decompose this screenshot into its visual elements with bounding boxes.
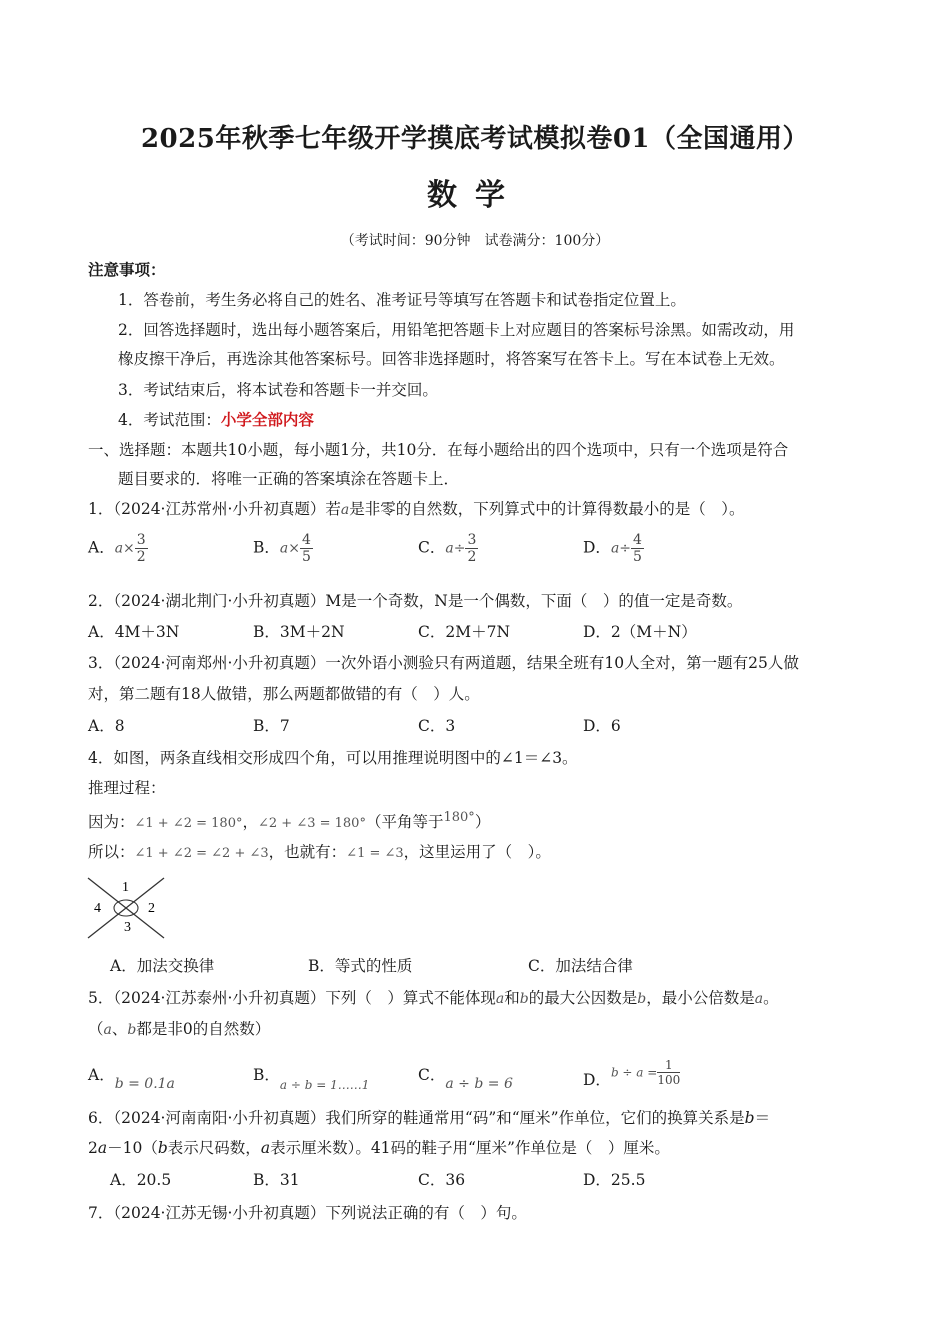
question-6-line1: 6．（2024·河南南阳·小升初真题）我们所穿的鞋通常用“码”和“厘米”作单位，它们的换算关系是b＝ <box>88 1109 771 1127</box>
exam-title: 2025年秋季七年级开学摸底考试模拟卷01（全国通用） <box>140 124 810 154</box>
question-5-note: （a、b都是非0的自然数） <box>88 1020 271 1038</box>
question-2-option-b[interactable]: B．3M＋2N <box>253 623 345 641</box>
question-4-option-a[interactable]: A．加法交换律 <box>110 957 215 975</box>
question-5-option-a[interactable]: A．b = 0.1a <box>88 1066 175 1092</box>
question-3-option-d[interactable]: D．6 <box>583 717 621 735</box>
notice-item: 2．回答选择题时，选出每小题答案后，用铅笔把答题卡上对应题目的答案标号涂黑。如需改动，用 <box>118 321 795 339</box>
question-2-stem: 2．（2024·湖北荆门·小升初真题）M是一个奇数，N是一个偶数，下面（ ）的值一定是奇数。 <box>88 592 743 610</box>
section-heading-line1: 一、选择题：本题共10小题，每小题1分，共10分．在每小题给出的四个选项中，只有一个选项是符合 <box>88 441 789 459</box>
question-1-option-d[interactable]: D．a÷ $\frac{4}{5}$ <box>583 532 642 565</box>
question-4-option-b[interactable]: B．等式的性质 <box>308 957 413 975</box>
question-5-stem: 5．（2024·江苏泰州·小升初真题）下列（ ）算式不能体现a和b的最大公因数是b，最小公倍数是a。 <box>88 989 779 1007</box>
question-4-so: 所以：∠1 + ∠2 = ∠2 + ∠3，也就有：∠1 = ∠3，这里运用了（ ）。 <box>88 843 551 861</box>
question-3-option-c[interactable]: C．3 <box>418 717 456 735</box>
question-1-stem: 1．（2024·江苏常州·小升初真题）若a是非零的自然数，下列算式中的计算得数最小的是（ ）。 <box>88 500 745 518</box>
question-1-option-c[interactable]: C．a÷ $\frac{3}{2}$ <box>418 532 477 565</box>
question-4-option-c[interactable]: C．加法结合律 <box>528 957 633 975</box>
exam-meta: （考试时间：90分钟 试卷满分：100分） <box>340 233 610 249</box>
angle-label-2: 2 <box>148 901 155 916</box>
angle-label-1: 1 <box>122 880 129 895</box>
section-heading-line2: 题目要求的．将唯一正确的答案填涂在答题卡上． <box>118 470 460 488</box>
notice-scope-value: 小学全部内容 <box>220 410 314 429</box>
question-6-option-a[interactable]: A．20.5 <box>110 1171 172 1189</box>
notice-scope <box>118 410 314 430</box>
angle-label-3: 3 <box>124 920 131 935</box>
question-4-because: 因为：∠1 + ∠2 = 180°，∠2 + ∠3 = 180°（平角等于$^{180^\circ}$） <box>88 810 491 832</box>
question-3-option-a[interactable]: A．8 <box>88 717 125 735</box>
question-2-option-c[interactable]: C．2M＋7N <box>418 623 511 641</box>
question-4-line2: 推理过程： <box>88 779 166 797</box>
question-6-line2: 2a－10（b表示尺码数，a表示厘米数）。41码的鞋子用“厘米”作单位是（ ）厘米。 <box>88 1139 670 1157</box>
intersecting-lines-figure <box>84 874 170 942</box>
question-4-line1: 4．如图，两条直线相交形成四个角，可以用推理说明图中的∠1＝∠3。 <box>88 749 578 767</box>
question-6-option-b[interactable]: B．31 <box>253 1171 300 1189</box>
question-1-option-b[interactable]: B．a× $\frac{4}{5}$ <box>253 532 311 565</box>
question-6-option-c[interactable]: C．36 <box>418 1171 466 1189</box>
question-1-option-a[interactable]: A．a× $\frac{3}{2}$ <box>88 532 146 565</box>
question-7-stem: 7．（2024·江苏无锡·小升初真题）下列说法正确的有（ ）句。 <box>88 1204 527 1222</box>
angle-label-4: 4 <box>94 901 101 916</box>
question-3-option-b[interactable]: B．7 <box>253 717 290 735</box>
question-3-line1: 3．（2024·河南郑州·小升初真题）一次外语小测验只有两道题，结果全班有10人全对，第一题有25人做 <box>88 654 799 672</box>
question-5-option-d[interactable]: D．b ÷ a = $\frac{1}{100}$ <box>583 1058 681 1089</box>
notice-item: 3．考试结束后，将本试卷和答题卡一并交回。 <box>118 381 438 399</box>
question-2-option-d[interactable]: D．2（M＋N） <box>583 623 697 641</box>
question-2-option-a[interactable]: A．4M＋3N <box>88 623 180 641</box>
notice-item: 1．答卷前，考生务必将自己的姓名、准考证号等填写在答题卡和试卷指定位置上。 <box>118 291 686 309</box>
notice-item: 橡皮擦干净后，再选涂其他答案标号。回答非选择题时，将答案写在答卡上。写在本试卷上无效。 <box>118 350 785 368</box>
question-3-line2: 对，第二题有18人做错，那么两题都做错的有（ ）人。 <box>88 685 480 703</box>
notice-heading: 注意事项： <box>88 260 166 279</box>
notice-scope-label: 4．考试范围： <box>118 411 221 429</box>
subject-title: 数学 <box>427 178 523 213</box>
question-6-option-d[interactable]: D．25.5 <box>583 1171 646 1189</box>
question-5-option-c[interactable]: C．a ÷ b = 6 <box>418 1066 513 1092</box>
question-5-option-b[interactable]: B．$_{a \div b = 1\dots\dots 1}$ <box>253 1066 370 1092</box>
